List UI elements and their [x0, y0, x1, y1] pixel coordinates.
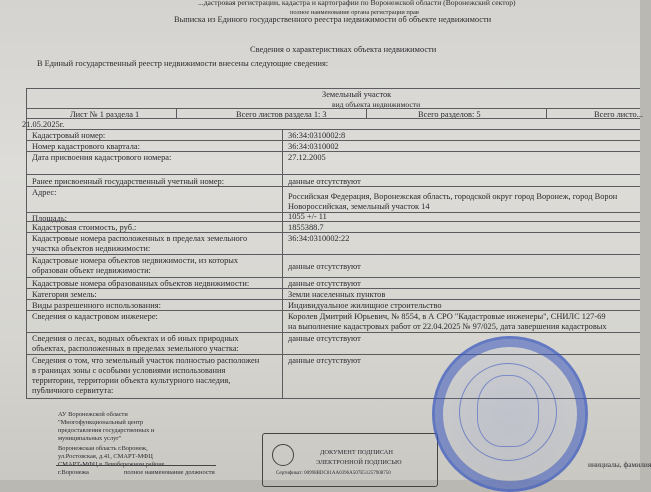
row-label: Кадастровая стоимость, руб.: [32, 223, 137, 232]
document-title: Выписка из Единого государственного реестра недвижимости об объекте недвижимости [174, 15, 492, 24]
row-label: объектах, расположенных в пределах земельного участка: [32, 344, 239, 353]
org-block-line: СМАРТ-МФЦ в Левобережном районе [58, 461, 165, 468]
row-value: данные отсутствуют [288, 356, 361, 365]
certificate-number: Сертификат: 00998BDC81AA0396A507E51257908750 [276, 471, 391, 476]
row-value: данные отсутствуют [288, 279, 361, 288]
row-value: 1055 +/- 11 [288, 212, 327, 221]
row-label: территории, территории объекта культурного наследия, [32, 376, 231, 385]
org-block-line: ул.Ростовская, д.41, СМАРТ-МФЦ [58, 453, 153, 460]
org-block-line: АУ Воронежской области [58, 411, 128, 418]
initials-caption: инициалы, фамилия [588, 460, 651, 469]
row-value: 36:34:0310002 [288, 142, 339, 151]
org-line: ...дастровая регистрации, кадастра и картографии по Воронежской области (Воронежский сектор) [198, 0, 516, 7]
row-label: публичного сервитута: [32, 386, 114, 395]
org-block-line: Воронежская область г.Воронеж, [58, 445, 148, 452]
row-value: Земли населенных пунктов [288, 290, 386, 299]
org-block-line: предоставления государственных и [58, 427, 155, 434]
row-label: Сведения о том, что земельный участок полностью расположен [32, 356, 260, 365]
row-value: Российская Федерация, Воронежская область, городской округ город Воронеж, город Ворон [288, 192, 618, 201]
row-value: данные отсутствуют [288, 262, 361, 271]
org-block-line: "Многофункциональный центр [58, 419, 144, 426]
sheet-number: Лист № 1 раздела 1 [70, 110, 140, 119]
seal-stamp-icon [432, 336, 588, 492]
row-label: Кадастровые номера объектов недвижимости, из которых [32, 256, 239, 265]
total-sheets-section: Всего листов раздела 1: 3 [236, 110, 327, 119]
row-label: Виды разрешенного использования: [32, 301, 161, 310]
emblem-icon [272, 444, 294, 466]
row-value: 1855388.7 [288, 223, 324, 232]
intro-text: В Единый государственный реестр недвижимости внесены следующие сведения: [37, 59, 329, 68]
signature-title: ДОКУМЕНТ ПОДПИСАН [320, 449, 394, 456]
row-value: данные отсутствуют [288, 177, 361, 186]
row-value: 27.12.2005 [288, 153, 326, 162]
row-value: Индивидуальное жилищное строительство [288, 301, 442, 310]
row-value: Новороссийская, земельный участок 14 [288, 202, 430, 211]
position-caption: полное наименование должности [124, 469, 215, 476]
row-label: в границах зоны с особыми условиями использования [32, 366, 226, 375]
row-label: Ранее присвоенный государственный учетный номер: [32, 177, 225, 186]
row-label: Кадастровые номера расположенных в пределах земельного [32, 234, 248, 243]
row-label: Адрес: [32, 188, 57, 197]
row-value: на выполнение кадастровых работ от 22.04.2025 № 97/025, дата завершения кадастровых [288, 322, 607, 331]
extract-date: 21.05.2025г. [22, 120, 65, 129]
row-value: 36:34:0310002:22 [288, 234, 350, 243]
row-label: Сведения о лесах, водных объектах и об иных природных [32, 334, 239, 343]
row-label: Номер кадастрового квартала: [32, 142, 140, 151]
org-block-line: муниципальных услуг" [58, 435, 122, 442]
row-label: Кадастровые номера образованных объектов недвижимости: [32, 279, 250, 288]
org-block-line: г.Воронежа [58, 469, 89, 476]
section-title: Сведения о характеристиках объекта недвижимости [250, 45, 437, 54]
row-value: данные отсутствуют [288, 334, 361, 343]
row-label: Дата присвоения кадастрового номера: [32, 153, 172, 162]
object-type: Земельный участок [322, 90, 392, 99]
row-label: Кадастровый номер: [32, 131, 106, 140]
row-label: Площадь: [32, 214, 67, 223]
row-label: образован объект недвижимости: [32, 266, 151, 275]
object-type-caption: вид объекта недвижимости [332, 100, 421, 109]
row-label: Категория земель: [32, 290, 97, 299]
row-label: участка объектов недвижимости: [32, 244, 151, 253]
row-label: Сведения о кадастровом инженере: [32, 312, 158, 321]
total-sheets: Всего листо... [594, 110, 644, 119]
signature-subtitle: ЭЛЕКТРОННОЙ ПОДПИСЬЮ [316, 459, 402, 466]
total-sections: Всего разделов: 5 [418, 110, 481, 119]
org-caption: полное наименование органа регистрации прав [290, 9, 419, 16]
row-value: Королев Дмитрий Юрьевич, № 8554, в А СРО "Кадастровые инженеры", СНИЛС 127-69 [288, 312, 606, 321]
row-value: 36:34:0310002:8 [288, 131, 346, 140]
